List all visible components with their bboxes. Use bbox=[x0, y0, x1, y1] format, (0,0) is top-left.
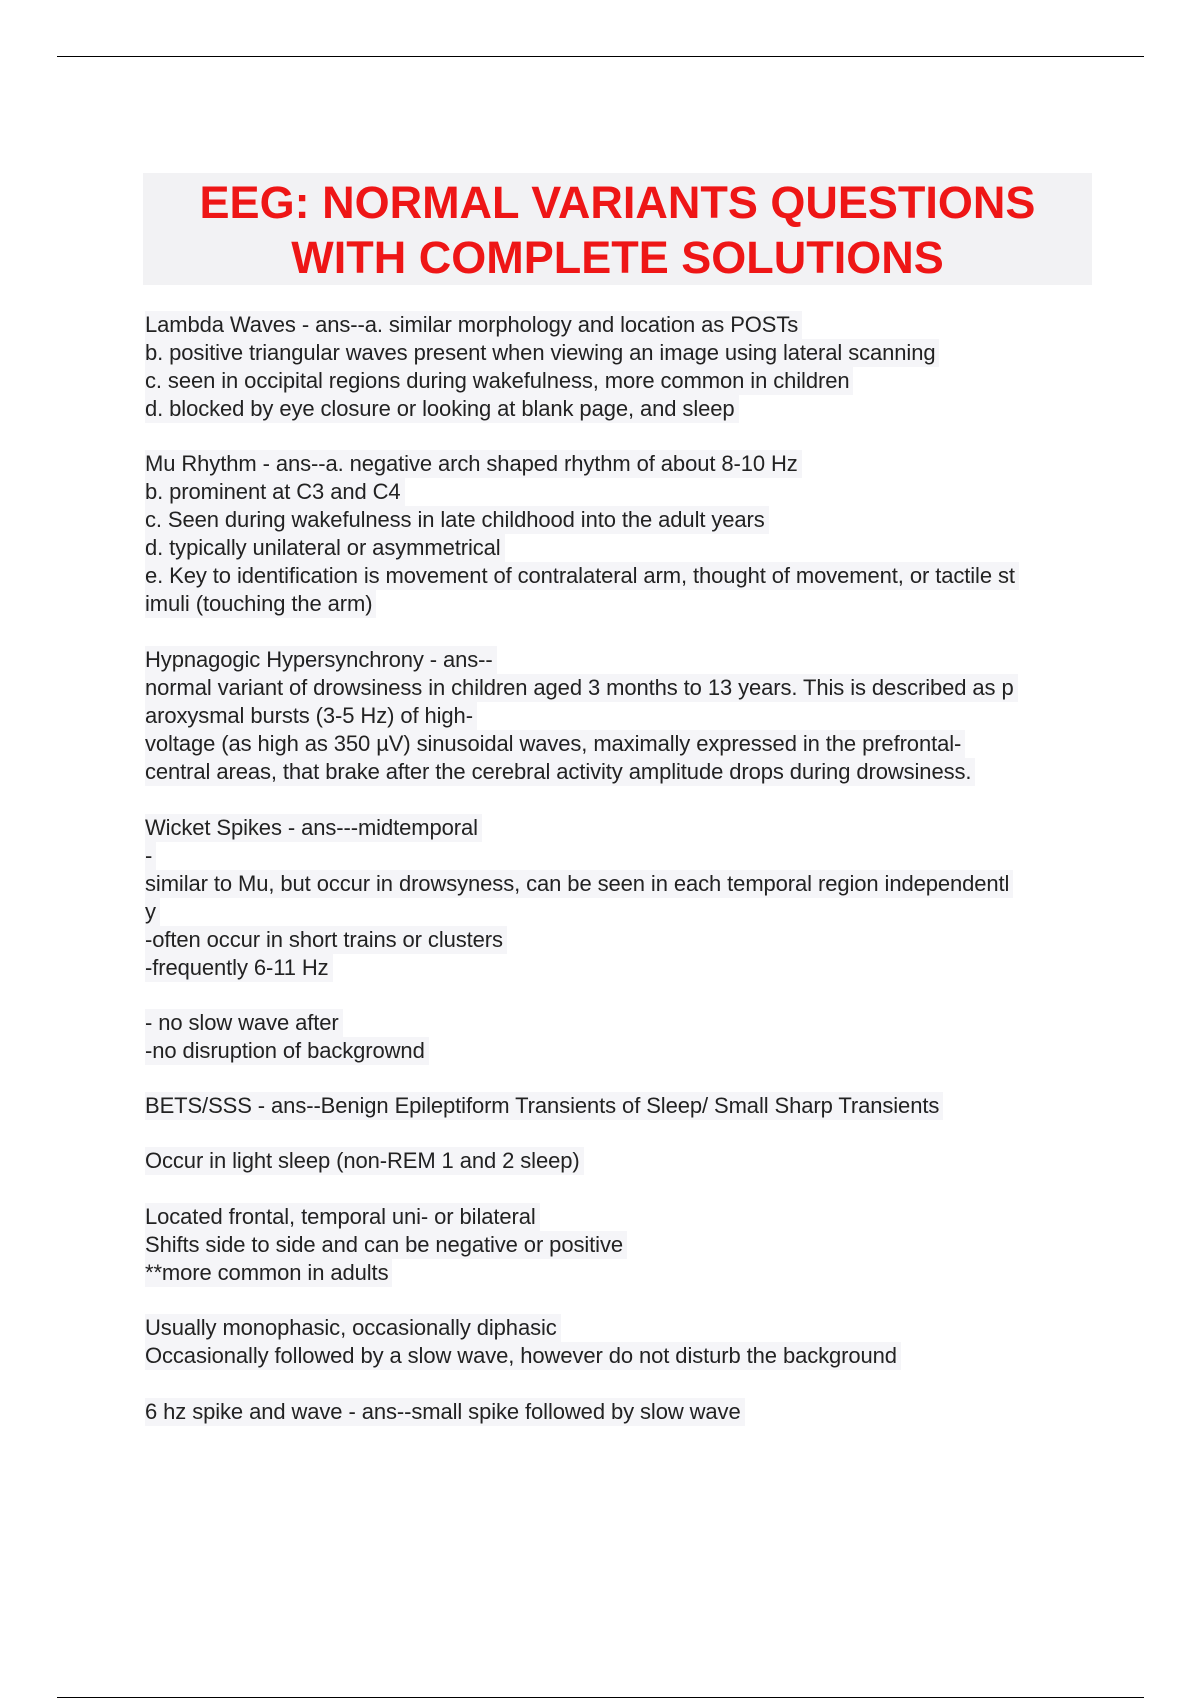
text-line: d. blocked by eye closure or looking at blank page, and sleep bbox=[145, 395, 739, 423]
text-line: y bbox=[145, 898, 160, 926]
text-line: - bbox=[145, 842, 156, 870]
text-line: c. Seen during wakefulness in late childhood into the adult years bbox=[145, 506, 769, 534]
text-line: imuli (touching the arm) bbox=[145, 590, 376, 618]
text-line: Mu Rhythm - ans--a. negative arch shaped rhythm of about 8-10 Hz bbox=[145, 450, 802, 478]
footer-rule bbox=[57, 1697, 1144, 1698]
text-line: Occur in light sleep (non-REM 1 and 2 sleep) bbox=[145, 1147, 584, 1175]
text-line: central areas, that brake after the cerebral activity amplitude drops during drowsiness. bbox=[145, 758, 975, 786]
text-line: e. Key to identification is movement of contralateral arm, thought of movement, or tactile st bbox=[145, 562, 1019, 590]
text-line: **more common in adults bbox=[145, 1259, 392, 1287]
text-line: -often occur in short trains or clusters bbox=[145, 926, 507, 954]
text-line: aroxysmal bursts (3-5 Hz) of high- bbox=[145, 702, 477, 730]
text-line: -frequently 6-11 Hz bbox=[145, 954, 333, 982]
text-line: Shifts side to side and can be negative or positive bbox=[145, 1231, 627, 1259]
title-line-2: WITH COMPLETE SOLUTIONS bbox=[291, 232, 944, 283]
text-line: similar to Mu, but occur in drowsyness, can be seen in each temporal region independentl bbox=[145, 870, 1013, 898]
text-line: Occasionally followed by a slow wave, however do not disturb the background bbox=[145, 1342, 901, 1370]
text-line: Hypnagogic Hypersynchrony - ans-- bbox=[145, 646, 497, 674]
text-line: Wicket Spikes - ans---midtemporal bbox=[145, 814, 482, 842]
text-line: Lambda Waves - ans--a. similar morphology and location as POSTs bbox=[145, 311, 802, 339]
text-line: c. seen in occipital regions during wakefulness, more common in children bbox=[145, 367, 853, 395]
document-title bbox=[143, 173, 1092, 285]
title-line-1: EEG: NORMAL VARIANTS QUESTIONS bbox=[199, 177, 1036, 228]
text-line: Usually monophasic, occasionally diphasic bbox=[145, 1314, 561, 1342]
text-line: voltage (as high as 350 µV) sinusoidal waves, maximally expressed in the prefrontal- bbox=[145, 730, 965, 758]
text-line: BETS/SSS - ans--Benign Epileptiform Transients of Sleep/ Small Sharp Transients bbox=[145, 1092, 943, 1120]
text-line: -no disruption of backgrownd bbox=[145, 1037, 429, 1065]
text-line: normal variant of drowsiness in children aged 3 months to 13 years. This is described as p bbox=[145, 674, 1018, 702]
text-line: - no slow wave after bbox=[145, 1009, 343, 1037]
text-line: Located frontal, temporal uni- or bilateral bbox=[145, 1203, 540, 1231]
header-rule bbox=[57, 56, 1144, 57]
text-line: d. typically unilateral or asymmetrical bbox=[145, 534, 505, 562]
text-line: b. positive triangular waves present when viewing an image using lateral scanning bbox=[145, 339, 939, 367]
text-line: b. prominent at C3 and C4 bbox=[145, 478, 405, 506]
text-line: 6 hz spike and wave - ans--small spike followed by slow wave bbox=[145, 1398, 745, 1426]
